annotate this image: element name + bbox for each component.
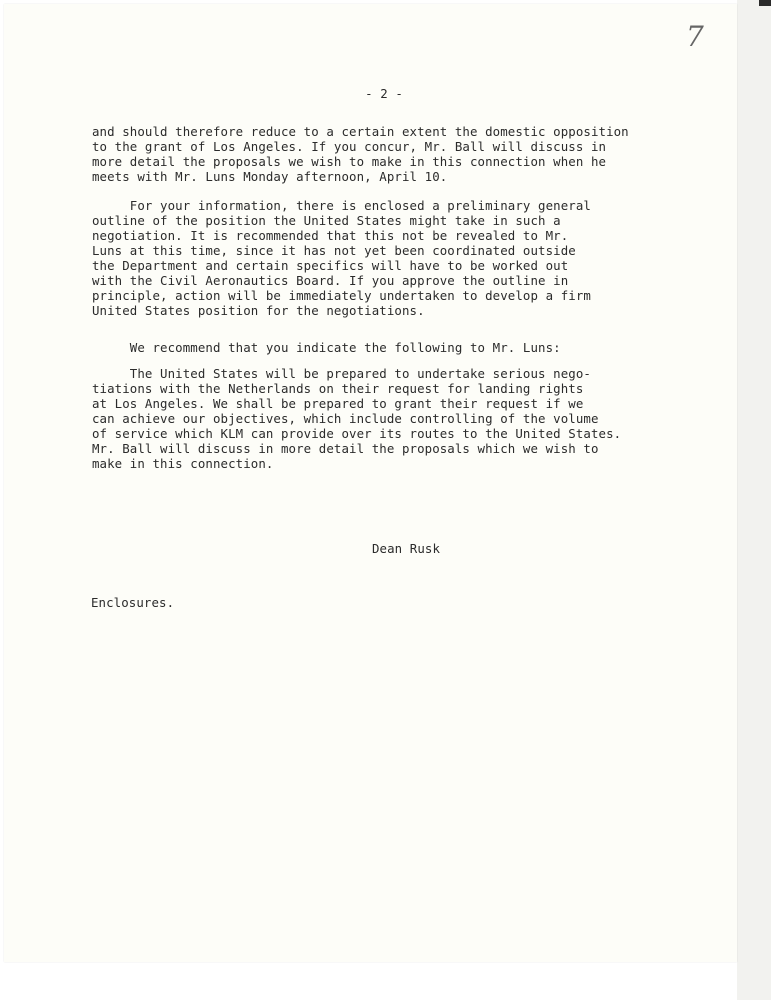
paragraph-line: principle, action will be immediately undertaken to develop a firm xyxy=(92,288,591,303)
paragraph-line: negotiation. It is recommended that this not be revealed to Mr. xyxy=(92,228,569,243)
paragraph-line: outline of the position the United States might take in such a xyxy=(92,213,561,228)
paragraph-line: the Department and certain specifics will have to be worked out xyxy=(92,258,569,273)
paragraph-line: with the Civil Aeronautics Board. If you approve the outline in xyxy=(92,273,569,288)
paragraph-line: tiations with the Netherlands on their request for landing rights xyxy=(92,381,584,396)
paragraph-line: meets with Mr. Luns Monday afternoon, April 10. xyxy=(92,169,448,184)
scan-edge-corner xyxy=(759,0,771,6)
paragraph-2 xyxy=(92,198,652,318)
paragraph-line: more detail the proposals we wish to make in this connection when he xyxy=(92,154,607,169)
paragraph-line: can achieve our objectives, which include controlling of the volume xyxy=(92,411,599,426)
paragraph-line: United States position for the negotiations. xyxy=(92,303,425,318)
paragraph-line: Luns at this time, since it has not yet been coordinated outside xyxy=(92,243,576,258)
paragraph-line: make in this connection. xyxy=(92,456,274,471)
scan-edge xyxy=(737,0,771,1000)
paragraph-1 xyxy=(92,124,652,184)
page-number: - 2 - xyxy=(365,86,403,101)
paragraph-line: to the grant of Los Angeles. If you concur, Mr. Ball will discuss in xyxy=(92,139,607,154)
paragraph-3 xyxy=(92,340,652,355)
enclosures-note: Enclosures. xyxy=(91,595,175,610)
handwritten-page-mark: 7 xyxy=(686,20,704,53)
signature-name: Dean Rusk xyxy=(372,541,441,556)
paragraph-line: and should therefore reduce to a certain extent the domestic opposition xyxy=(92,124,629,139)
paragraph-line: at Los Angeles. We shall be prepared to grant their request if we xyxy=(92,396,584,411)
paragraph-line: Mr. Ball will discuss in more detail the proposals which we wish to xyxy=(92,441,599,456)
document-sheet xyxy=(4,4,737,962)
paragraph-line: The United States will be prepared to undertake serious nego- xyxy=(92,366,591,381)
paragraph-4 xyxy=(92,366,652,471)
paragraph-line: We recommend that you indicate the following to Mr. Luns: xyxy=(92,340,561,355)
paragraph-line: of service which KLM can provide over its routes to the United States. xyxy=(92,426,622,441)
paragraph-line: For your information, there is enclosed a preliminary general xyxy=(92,198,591,213)
